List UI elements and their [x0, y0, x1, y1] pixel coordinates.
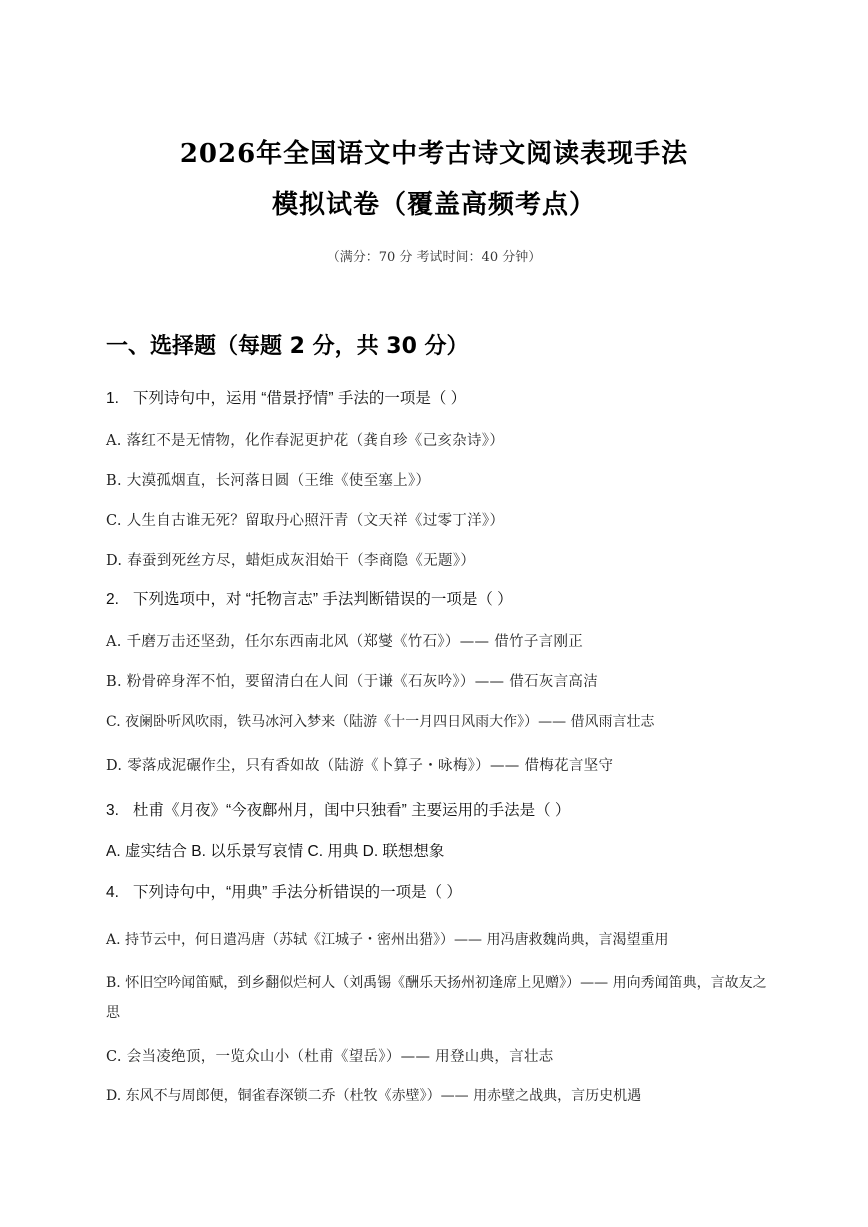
- question-number: 2.: [106, 591, 119, 608]
- question-1-option-d: D. 春蚕到死丝方尽，蜡炬成灰泪始干（李商隐《无题》）: [106, 553, 476, 569]
- question-2-option-b: B. 粉骨碎身浑不怕，要留清白在人间（于谦《石灰吟》）—— 借石灰言高洁: [106, 674, 599, 690]
- question-3-options: A. 虚实结合 B. 以乐景写哀情 C. 用典 D. 联想想象: [106, 843, 445, 860]
- question-stem: 下列诗句中，“用典” 手法分析错误的一项是（ ）: [132, 884, 462, 901]
- exam-info: （满分：70 分 考试时间：40 分钟）: [326, 250, 542, 265]
- question-4: [106, 880, 462, 902]
- question-number: 1.: [106, 390, 119, 407]
- question-4-option-a: A. 持节云中，何日遣冯唐（苏轼《江城子・密州出猎》）—— 用冯唐救魏尚典，言渴望重用: [106, 932, 669, 948]
- question-1-option-a: A. 落红不是无情物，化作春泥更护花（龚自珍《己亥杂诗》）: [106, 433, 505, 449]
- section-heading: 一、选择题（每题 2 分，共 30 分）: [106, 334, 469, 359]
- question-1: [106, 386, 466, 408]
- question-4-option-c: C. 会当凌绝顶，一览众山小（杜甫《望岳》）—— 用登山典，言壮志: [106, 1049, 554, 1065]
- question-1-option-c: C. 人生自古谁无死？留取丹心照汗青（文天祥《过零丁洋》）: [106, 513, 505, 529]
- question-2-option-c: C. 夜阑卧听风吹雨，铁马冰河入梦来（陆游《十一月四日风雨大作》）—— 借风雨言壮志: [106, 714, 655, 730]
- question-4-option-d: D. 东风不与周郎便，铜雀春深锁二乔（杜牧《赤壁》）—— 用赤壁之战典，言历史机遇: [106, 1088, 642, 1104]
- question-2-option-a: A. 千磨万击还坚劲，任尔东西南北风（郑燮《竹石》）—— 借竹子言刚正: [106, 634, 584, 650]
- question-number: 3.: [106, 802, 119, 819]
- question-stem: 下列诗句中，运用 “借景抒情” 手法的一项是（ ）: [132, 390, 467, 407]
- question-1-option-b: B. 大漠孤烟直，长河落日圆（王维《使至塞上》）: [106, 473, 431, 489]
- question-4-option-b: B. 怀旧空吟闻笛赋，到乡翻似烂柯人（刘禹锡《酬乐天扬州初逢席上见赠》）—— 用向秀闻笛典，言故友之思: [106, 975, 767, 1021]
- question-2-option-d: D. 零落成泥碾作尘，只有香如故（陆游《卜算子・咏梅》）—— 借梅花言坚守: [106, 758, 614, 774]
- question-3: [106, 798, 570, 820]
- page-title: 2026年全国语文中考古诗文阅读表现手法: [179, 139, 689, 169]
- page-title-line2: 模拟试卷（覆盖高频考点）: [271, 190, 596, 220]
- question-stem: 下列选项中，对 “托物言志” 手法判断错误的一项是（ ）: [132, 591, 513, 608]
- question-2: [106, 587, 513, 609]
- question-number: 4.: [106, 884, 119, 901]
- question-stem: 杜甫《月夜》“今夜鄜州月，闺中只独看” 主要运用的手法是（ ）: [132, 802, 571, 819]
